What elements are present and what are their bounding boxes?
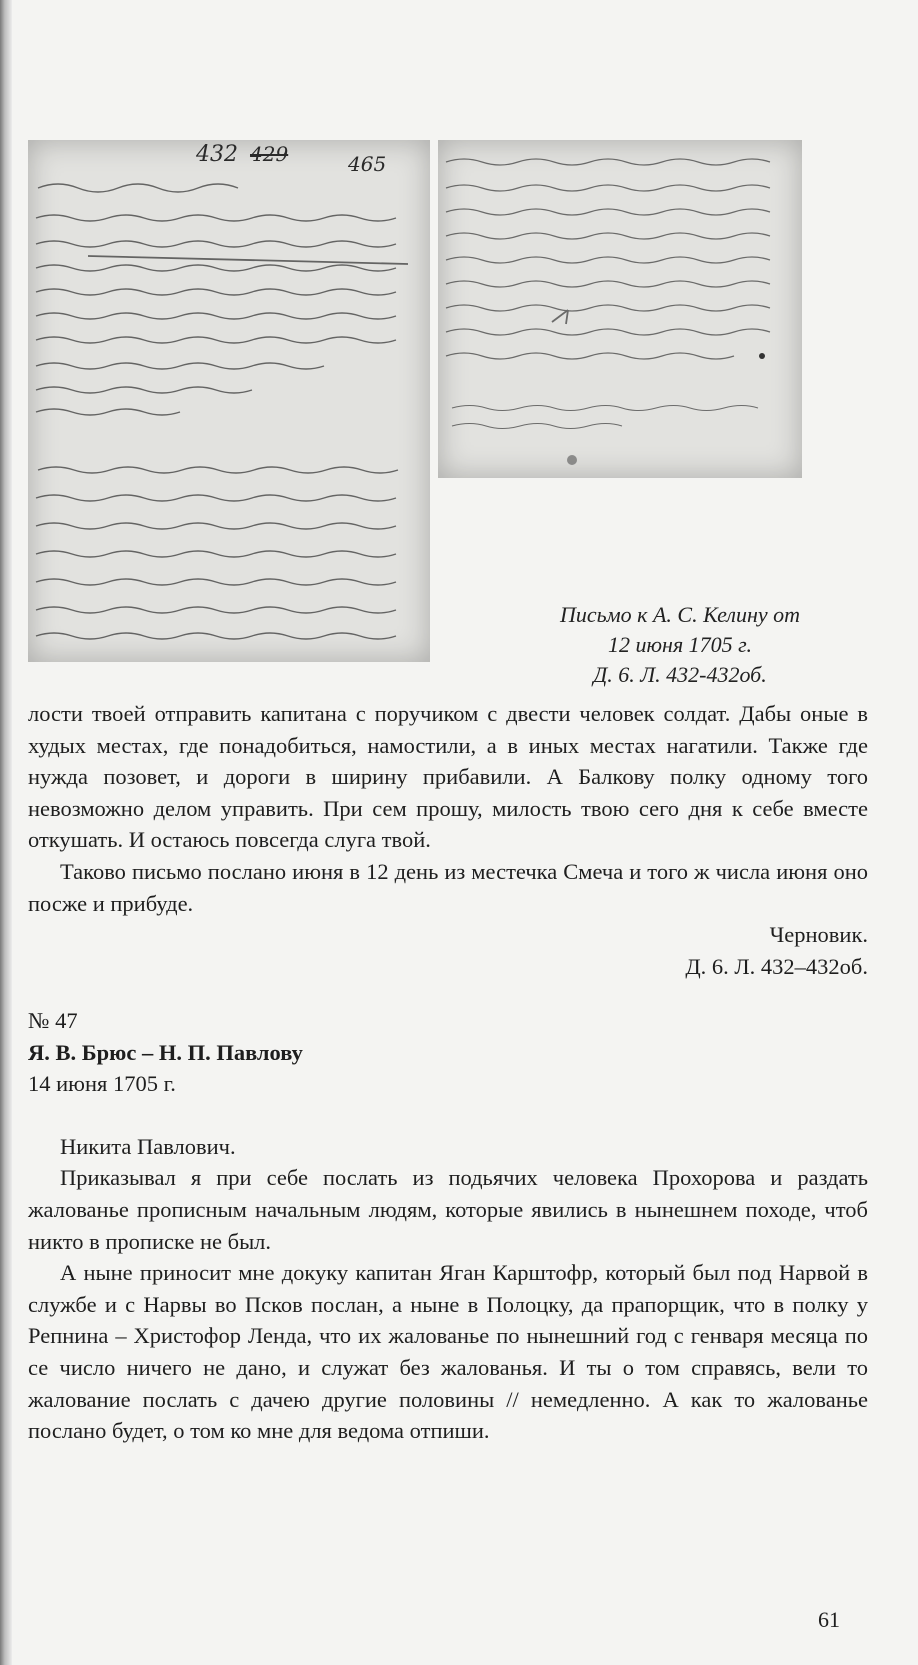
document-date: 14 июня 1705 г. [28, 1071, 176, 1097]
document-title: Я. В. Брюс – Н. П. Павлову [28, 1039, 303, 1065]
image-caption [470, 600, 890, 690]
letter-46-paragraph: Таково письмо послано июня в 12 день из местечка Смеча и того ж числа июня оно посже и прибуде. [28, 858, 868, 916]
manuscript-folio-number: 432 [196, 142, 238, 167]
letter-47-paragraph: Приказывал я при себе послать из подьячих человека Прохорова и раздать жалованье прописным начальным людям, которые явились в нынешнем походе, чтоб никто в прописке не был. [28, 1165, 868, 1254]
draft-note: Черновик. [769, 922, 868, 948]
page-number: 61 [818, 1607, 840, 1632]
manuscript-folio-note: 465 [348, 152, 387, 176]
caption-line: Письмо к А. С. Келину от [559, 602, 801, 627]
letter-47-paragraph: А ныне приносит мне докуку капитан Яган Карштофр, который был под Нарвой в службе и с Нарвы во Псков послан, а ныне в Полоцку, да прапорщик, что в полку у Репнина – Христофор Ленда, что их жалованье по нынешний год с генваря месяца по се число ничего не дано, и служат без жалованья. И ты о том справясь, вели то жалование послать с дачею другие половины // немедленно. А как то жалованье послано будет, о том ко мне для ведома отпиши. [28, 1260, 868, 1444]
archive-reference: Д. 6. Л. 432–432об. [685, 953, 868, 979]
letter-47 [28, 1005, 868, 1447]
caption-archive-ref: Д. 6. Л. 432-432об. [593, 662, 767, 687]
handwriting-scribbles [28, 140, 430, 662]
manuscript-old-folio-number: 429 [250, 142, 289, 166]
document-number: № 47 [28, 1008, 78, 1033]
letter-46-paragraph: лости твоей отправить капитана с поручиком с двести человек солдат. Дабы оные в худых местах, где понадобиться, намостили, а в иных местах нагатили. Также где нужда позовет, и дороги в ширину прибавили. А Балкову полку одному того невозможно делом управить. При сем прошу, милость твою сего дня к себе вместе откушать. И остаюсь повсегда слуга твой. [28, 701, 868, 853]
letter-46-continuation [28, 698, 868, 982]
salutation: Никита Павлович. [60, 1133, 236, 1159]
book-spine-shadow [0, 0, 12, 1665]
handwriting-scribbles [438, 140, 802, 478]
caption-date: 12 июня 1705 г. [608, 632, 752, 657]
manuscript-image-left [28, 140, 430, 662]
manuscript-image-right [438, 140, 802, 478]
